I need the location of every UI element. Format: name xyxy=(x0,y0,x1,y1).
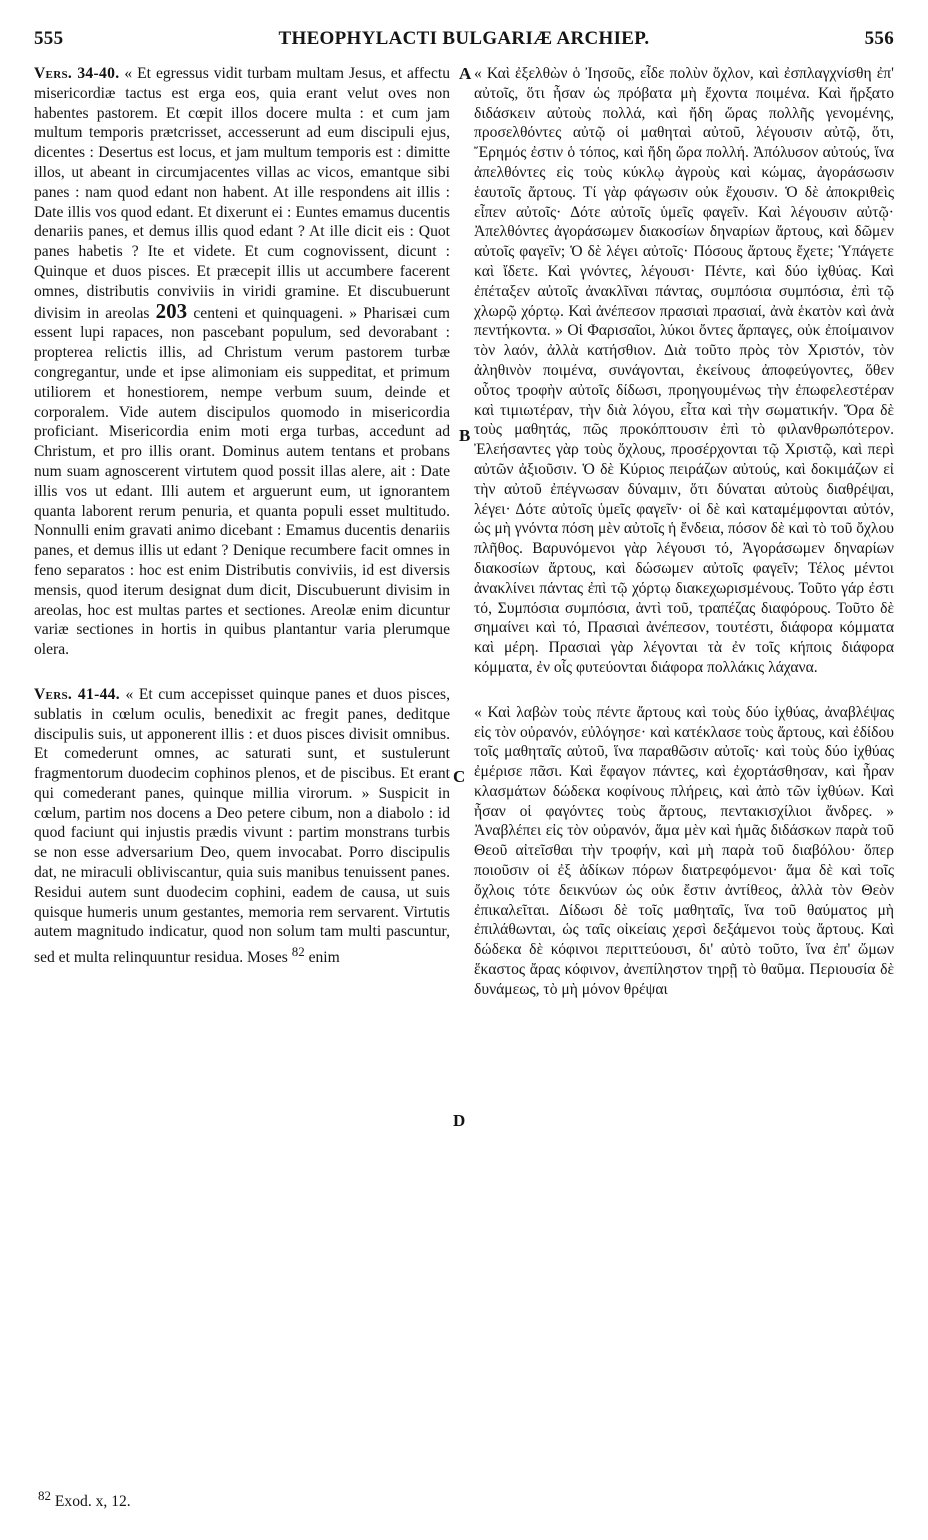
latin-text: enim xyxy=(308,949,340,967)
inline-page-number: 203 xyxy=(155,298,188,323)
latin-paragraph-1 xyxy=(34,64,450,660)
margin-letter-c: C xyxy=(453,767,466,786)
latin-paragraph-2 xyxy=(34,685,450,968)
latin-text: « Et egressus vidit turbam multam Jesus, et affectu misericordiæ tactus est erga eos, quia erant velut oves non habentes pastorem. Et cœpit illos docere multa : et cum jam multum temporis prætcrisset, accesserunt ad eum discipuli ejus, dicentes : Desertus est locus, et jam multum temporis est : dimitte illos, ut abeant in circumjacentes villas ac vicos, emantque sibi panes : nam quod edant non habent. At ille respondens ait illis : Date illis vos quod edant. Et dixerunt ei : Euntes emamus ducentis denariis panes, et demus illis quod edant ? At ille dicit eis : Quot panes habetis ? Ite et videte. Et cum cognovissent, dicunt : Quinque et duos pisces. Et præcepit illis ut accumbere facerent omnes, distributis conviviis in viridi gramine. Et discubuerunt divisim in areolas xyxy=(34,65,451,322)
footnote-text: Exod. x, 12. xyxy=(54,1493,131,1511)
running-title: THEOPHYLACTI BULGARIÆ ARCHIEP. xyxy=(278,28,650,49)
latin-text: centeni et quinquageni. » Pharisæi cum essent lupi rapaces, non pascebant populum, sed devorabant : propterea relictis illis, ad Christum verum pastorem turbæ congregantur, unde et ipse alimoniam eis suppeditat, et primum utiliorem et honestiorem, nempe verbum suum, deinde et corporalem. Vide autem discipulos quomodo in misericordia proficiant. Misericordia enim moti erga turbas, accedunt ad Christum, et pro illis orant. Dominus autem tentans et probans num suam agnoscerent virtutem quod possit illas alere, ait : Date illis vos ut edant. Illi autem et arguerunt eum, ut ignorantem quanta laborent rerum penuria, et quanta populi esset multitudo. Nonnulli enim gravati animo dicebant : Emamus ducentis denariis panes, et demus illis ut edant ? Denique recumbere facit omnes in feno separatos : hoc est enim Distributis conviviis, id est diversis mensis, quod iterum designat dum dicit, Discubuerunt divisim in areolas, hoc est multas partes et sectiones. Areolæ enim dicuntur variæ sectiones in hortis in quibus plantantur varia plerumque olera. xyxy=(34,304,450,659)
footnote-marker: 82 xyxy=(291,944,305,960)
verse-reference: Vers. 34-40. xyxy=(34,65,120,82)
greek-paragraph-1: « Καὶ ἐξελθὼν ὁ Ἰησοῦς, εἶδε πολὺν ὄχλον, καὶ ἐσπλαγχνίσθη ἐπ' αὐτοῖς, ὅτι ἦσαν ὡς πρόβατα μὴ ἔχοντα ποιμένα. Καὶ ἤρξατο διδάσκειν αὐτοὺς πολλά, καὶ ἤδη ὥρας πολλῆς γενομένης, προσελθόντες αὐτῷ οἱ μαθηταὶ αὐτοῦ, λέγουσιν αὐτῷ, ὅτι, Ἔρημός ἐστιν ὁ τόπος, καὶ ἤδη ὥρα πολλή. Ἀπόλυσον αὐτούς, ἵνα ἀπελθόντες εἰς τοὺς κύκλῳ ἀγροὺς καὶ κώμας, ἀγοράσωσιν ἑαυτοῖς ἄρτους. Τί γὰρ φάγωσιν οὐκ ἔχουσιν. Ὁ δὲ ἀποκριθεὶς εἶπεν αὐτοῖς· Δότε αὐτοῖς ὑμεῖς φαγεῖν. Καὶ λέγουσιν αὐτῷ· Ἀπελθόντες ἀγοράσωμεν διακοσίων δηναρίων ἄρτους, καὶ δῶμεν αὐτοῖς φαγεῖν; Ὁ δὲ λέγει αὐτοῖς· Πόσους ἄρτους ἔχετε; Ὑπάγετε καὶ ἴδετε. Καὶ γνόντες, λέγουσι· Πέντε, καὶ δύο ἰχθύας. Καὶ ἐπέταξεν αὐτοῖς ἀνακλῖναι πάντας, συμπόσια συμπόσια, ἐπὶ τῷ χλωρῷ χόρτῳ. Καὶ ἀνέπεσον πρασιαὶ πρασιαί, ἀνὰ ἑκατὸν καὶ ἀνὰ πεντήκοντα. » Οἱ Φαρισαῖοι, λύκοι ὄντες ἅρπαγες, οὐκ ἐποίμαινον τὸν λαόν, ἀλλὰ κατήσθιον. Διὰ τοῦτο πρὸς τὸν Χριστόν, τὸν ἀληθινὸν ποιμένα, συνάγονται, ἐκείνους ἀποφεύγοντες, ὅθεν οὗτος τροφὴν αὐτοῖς δίδωσι, προηγουμένως τὴν ἐπωφελεστέραν καὶ τιμιωτέραν, τὴν διὰ λόγου, εἶτα καὶ τὴν σωματικήν. Ὅρα δὲ τοὺς μαθητάς, πῶς προκόπτουσιν ἐπὶ τὸ φιλανθρωπότερον. Ἐλεήσαντες γὰρ τοὺς ὄχλους, προσέρχονται τῷ Χριστῷ, καὶ περὶ αὐτῶν ἀξιοῦσιν. Ὁ δὲ Κύριος πειράζων αὐτούς, καὶ δοκιμάζων εἰ τὴν αὐτοῦ ἐπέγνωσαν δύναμιν, ὅτι δύναται αὐτοὺς διαθρέψαι, λέγει· Δότε αὐτοῖς ὑμεῖς φαγεῖν· οἱ δὲ καὶ καταμέμφονται αὐτόν, ὡς μὴ γνόντα πόση μὲν αὐτοῖς ἡ ἔνδεια, πόσον δὲ καὶ τὸ τοῦ ὄχλου πλῆθος. Βαρυνόμενοι γὰρ λέγουσι τό, Ἀγοράσωμεν δηναρίων διακοσίων ἄρτους, καὶ δώσωμεν αὐτοῖς φαγεῖν; Τέλος μέντοι ἀνακλίνει πάντας ἐπὶ τῷ χόρτῳ διακεχωρισμένους. Τοῦτο γάρ ἐστι τό, Συμπόσια συμπόσια, ἀντὶ τοῦ, τραπέζας διαφόρους. Τοῦτο δὲ σημαίνει καὶ τό, Πρασιαὶ ἀνέπεσον, τουτέστι, διάφορα κόμματα καὶ μέρη. Πρασιαὶ γὰρ λέγονται τὰ ἐν τοῖς κήποις διάφορα κόμματα, ἐν οἷς φυτεύονται διάφορα πολλάκις λάχανα. xyxy=(474,65,894,676)
margin-letter-b: B xyxy=(459,426,471,445)
footnote-number: 82 xyxy=(38,1488,51,1503)
footnote xyxy=(38,1488,131,1511)
page-number-right: 556 xyxy=(864,28,894,49)
latin-column xyxy=(34,64,450,968)
greek-paragraph-2: « Καὶ λαβὼν τοὺς πέντε ἄρτους καὶ τοὺς δύο ἰχθύας, ἀναβλέψας εἰς τὸν οὐρανόν, εὐλόγησε· καὶ κατέκλασε τοὺς ἄρτους, καὶ ἐδίδου τοῖς μαθηταῖς αὐτοῦ, ἵνα παραθῶσιν αὐτοῖς· καὶ τοὺς δύο ἰχθύας ἐμέρισε πᾶσι. Καὶ ἔφαγον πάντες, καὶ ἐχορτάσθησαν, καὶ ἦραν κλασμάτων δώδεκα κοφίνους πλήρεις, καὶ ἀπὸ τῶν ἰχθύων. Καὶ ἦσαν οἱ φαγόντες τοὺς ἄρτους, πεντακισχίλιοι ἄνδρες. » Ἀναβλέπει εἰς τὸν οὐρανόν, ἅμα μὲν καὶ ἡμᾶς διδάσκων παρὰ τοῦ Θεοῦ αἰτεῖσθαι τὴν τροφήν, καὶ μὴ παρὰ τοῦ διαβόλου· ὅπερ ποιοῦσιν οἱ ἐξ ἀδίκων πόρων διατρεφόμενοι· ἅμα δὲ καὶ τοῖς ὄχλοις τότε δεικνύων ὡς οὐκ ἔστιν ἀντίθεος, ἀλλὰ τὸν Θεὸν ἐπικαλεῖται. Δίδωσι δὲ τοῖς μαθηταῖς, ἵνα τοῦ θαύματος μὴ ἐπιλάθωνται, ὡς ταῖς οἰκείαις χερσὶ δεξάμενοι τοὺς ἄρτους. Καὶ δώδεκα δὲ κόφινοι περιττεύουσι, δι' αὐτὸ τοῦτο, ἵνα ἐπ' ὤμων ἕκαστος ἄρας κόφινον, ἀνεπίληστον τηρῇ τὸ θαῦμα. Περιουσία δὲ δυνάμεως, τὸ μὴ μόνον θρέψαι xyxy=(474,703,894,998)
margin-letter-a: A xyxy=(459,64,472,83)
page-number-left: 555 xyxy=(34,28,64,49)
latin-text: « Et cum accepisset quinque panes et duos pisces, sublatis in cœlum oculis, benedixit ac fregit panes, deditque discipulis suis, ut apponerent illis : et duos pisces divisit omnibus. Et comederunt omnes, ac saturati sunt, et sustulerunt fragmentorum duodecim cophinos plenos, et de piscibus. Et erant qui comederant panes, quinque millia virorum. » Suspicit in cœlum, partim nos docens a Deo petere cibum, non a diabolo : id quod faciunt qui injustis prædis vivunt : partim monstrans turbis se non esse adversarium Deo, quem invocabat. Porro discipulis dat, ne miraculi obliviscantur, quia suis manibus tenuissent panes. Residui autem sunt duodecim cophini, eadem de causa, ut suis quisque humeris unum gestantes, memoria rem servarent. Virtutis autem magnitudo indicatur, quod non solum tam multi pascuntur, sed et multa relinquuntur residua. Moses xyxy=(34,685,451,967)
verse-reference: Vers. 41-44. xyxy=(34,685,120,703)
greek-column xyxy=(474,64,894,1000)
margin-letter-d: D xyxy=(453,1111,466,1130)
